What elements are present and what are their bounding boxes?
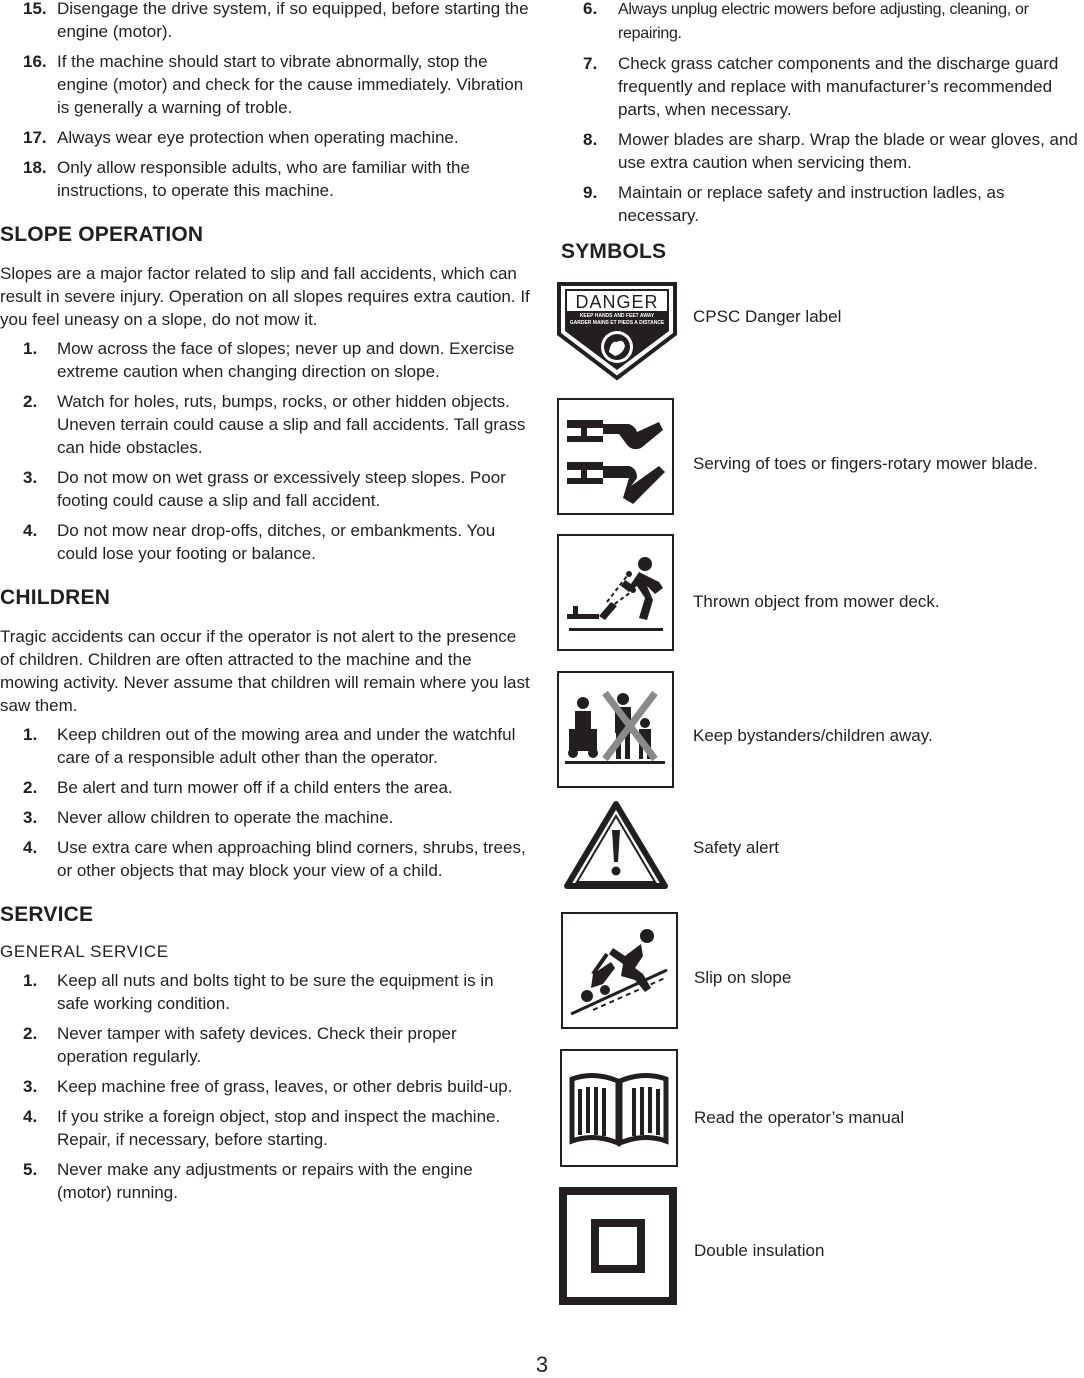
slope-heading: SLOPE OPERATION: [0, 223, 204, 246]
manual-icon: [560, 1049, 678, 1167]
slip-slope-icon: [561, 912, 678, 1029]
list-item: 3. Keep machine free of grass, leaves, or other debris build-up.: [23, 1077, 513, 1096]
list-item: 8. Mower blades are sharp. Wrap the blade or wear gloves, and use extra caution when servicing them.: [583, 130, 1078, 172]
list-item: 3. Do not mow on wet grass or excessively steep slopes. Poor footing could cause a slip and fall accident.: [23, 468, 506, 510]
danger-label-line1: KEEP HANDS AND FEET AWAY: [579, 313, 655, 319]
children-intro: Tragic accidents can occur if the operator is not alert to the presence of children. Children are often attracted to the machine and the mowing activity. Never assume that children will remain where you last saw them.: [0, 627, 530, 715]
list-item: 2. Be alert and turn mower off if a child enters the area.: [23, 778, 453, 797]
slope-intro: Slopes are a major factor related to slip and fall accidents, which can result in severe injury. Operation on all slopes requires extra caution. If you feel uneasy on a slope, do not mow it.: [0, 264, 530, 329]
page-number: 3: [535, 1352, 549, 1377]
children-list: [0, 723, 530, 882]
list-item: 18. Only allow responsible adults, who are familiar with the instructions, to operate this machine.: [23, 158, 470, 200]
service-list: [0, 969, 530, 1204]
symbol-label: CPSC Danger label: [693, 307, 842, 326]
list-item: 5. Never make any adjustments or repairs with the engine (motor) running.: [23, 1160, 473, 1202]
list-item: 1. Keep children out of the mowing area and under the watchful care of a responsible adult other than the operator.: [23, 725, 516, 767]
list-item: 1. Keep all nuts and bolts tight to be sure the equipment is in safe working condition.: [23, 971, 494, 1013]
list-item: 16. If the machine should start to vibrate abnormally, stop the engine (motor) and check for the cause immediately. Vibration is generally a warning of troble.: [23, 52, 524, 117]
symbol-label: Read the operator’s manual: [694, 1108, 905, 1127]
list-item: 4. Do not mow near drop-offs, ditches, or embankments. You could lose your footing or balance.: [23, 521, 496, 563]
danger-label-icon: [555, 280, 679, 382]
list-item: 15. Disengage the drive system, if so equipped, before starting the engine (motor).: [23, 0, 529, 41]
symbol-label: Safety alert: [693, 838, 779, 857]
symbol-label: Slip on slope: [694, 968, 792, 987]
danger-label-line2: GARDER MAINS ET PIEDS A DISTANCE: [569, 320, 665, 326]
slope-list: [0, 337, 530, 565]
left-column: [0, 0, 530, 1211]
symbol-label: Keep bystanders/children away.: [693, 726, 933, 745]
list-item: 6. Always unplug electric mowers before adjusting, cleaning, or repairing.: [583, 0, 1029, 42]
bystanders-icon: [557, 671, 674, 788]
list-item: 2. Never tamper with safety devices. Check their proper operation regularly.: [23, 1024, 457, 1066]
danger-label-title: DANGER: [575, 292, 659, 312]
general-service-subheading: GENERAL SERVICE: [0, 942, 169, 961]
right-column: [555, 0, 1084, 1260]
safety-alert-icon: [563, 800, 669, 890]
list-item: 4. If you strike a foreign object, stop and inspect the machine. Repair, if necessary, before starting.: [23, 1107, 501, 1149]
list-item: 1. Mow across the face of slopes; never up and down. Exercise extreme caution when changing direction on slope.: [23, 339, 515, 381]
symbols-heading: SYMBOLS: [561, 240, 667, 263]
thrown-object-icon: [557, 534, 674, 651]
list-item: 2. Watch for holes, ruts, bumps, rocks, or other hidden objects. Uneven terrain could cause a slip and fall accidents. Tall grass can hide obstacles.: [23, 392, 526, 457]
list-item: 7. Check grass catcher components and the discharge guard frequently and replace with manufacturer’s recommended parts, when necessary.: [583, 54, 1059, 119]
double-insulation-icon: [559, 1187, 677, 1305]
right-top-list: [555, 0, 1084, 227]
rotary-blade-icon: [557, 398, 674, 515]
list-item: 17. Always wear eye protection when operating machine.: [23, 128, 459, 147]
children-heading: CHILDREN: [0, 586, 111, 609]
symbol-label: Serving of toes or fingers-rotary mower blade.: [693, 454, 1038, 473]
service-heading: SERVICE: [0, 903, 94, 926]
left-top-list: [0, 0, 530, 202]
list-item: 4. Use extra care when approaching blind corners, shrubs, trees, or other objects that may block your view of a child.: [23, 838, 526, 880]
list-item: 9. Maintain or replace safety and instruction ladles, as necessary.: [583, 183, 1005, 225]
symbol-label: Thrown object from mower deck.: [693, 592, 940, 611]
symbol-label: Double insulation: [694, 1241, 825, 1260]
list-item: 3. Never allow children to operate the machine.: [23, 808, 394, 827]
